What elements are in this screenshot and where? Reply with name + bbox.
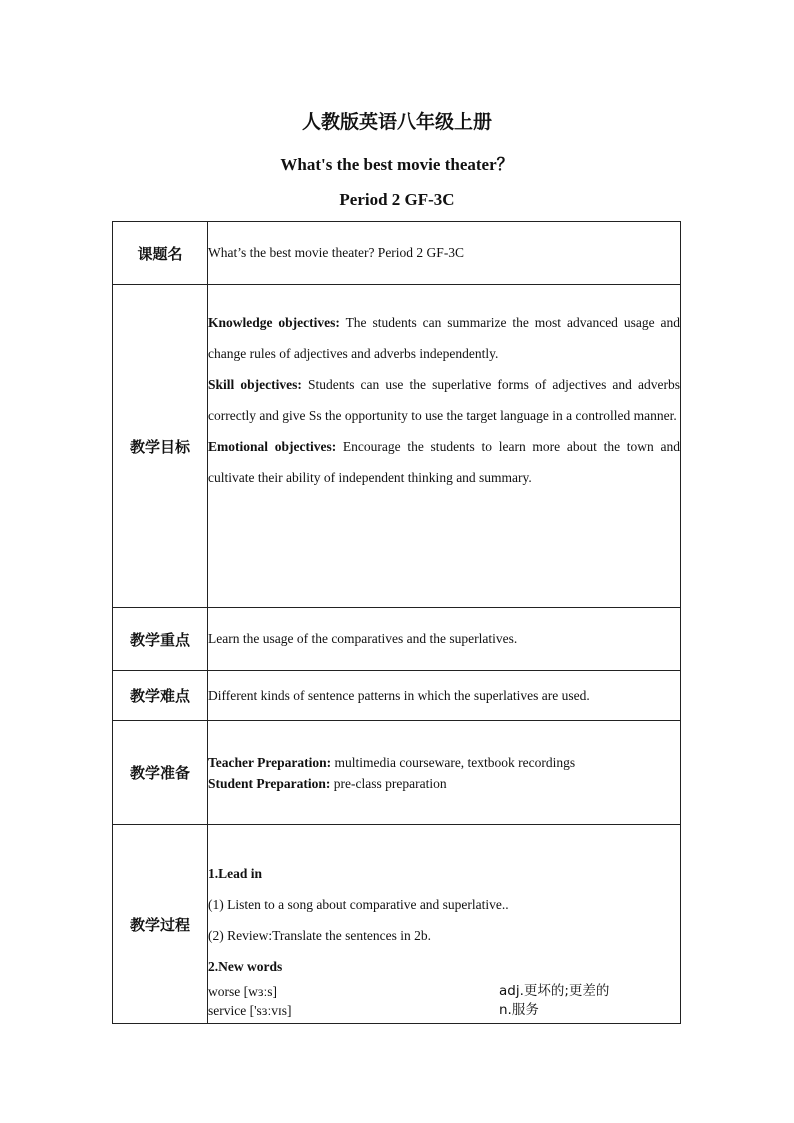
- objectives-cell: [208, 285, 681, 608]
- topic-label: 课题名: [113, 222, 208, 285]
- knowledge-objectives-title: Knowledge objectives:: [208, 315, 340, 330]
- lead-in-step-1: (1) Listen to a song about comparative and superlative..: [208, 897, 509, 912]
- lead-in-title: 1.Lead in: [208, 866, 263, 881]
- knowledge-objectives: [208, 307, 680, 369]
- preparation-row: [113, 721, 681, 825]
- lead-in-step-2: (2) Review:Translate the sentences in 2b.: [208, 928, 431, 943]
- key-points-label: 教学重点: [113, 608, 208, 671]
- preparation-label: 教学准备: [113, 721, 208, 825]
- skill-objectives-text: Students can use the superlative forms of adjectives and adverbs correctly and give Ss the opportunity to use the target language in a controlled manner.: [208, 377, 680, 423]
- word-row: [208, 1001, 680, 1020]
- skill-objectives: [208, 369, 680, 431]
- teacher-preparation-text: multimedia courseware, textbook recordings: [334, 754, 576, 770]
- word-meaning: n.服务: [499, 1002, 539, 1018]
- preparation-cell: [208, 721, 681, 825]
- topic-row: [113, 222, 681, 285]
- teacher-preparation-title: Teacher Preparation:: [208, 754, 332, 770]
- key-points-text: Learn the usage of the comparatives and the superlatives.: [208, 608, 681, 671]
- emotional-objectives-text: Encourage the students to learn more about the town and cultivate their ability of independent thinking and summary.: [208, 439, 680, 485]
- lesson-plan-table: [112, 221, 681, 1024]
- skill-objectives-title: Skill objectives:: [208, 377, 302, 392]
- new-words-title: 2.New words: [208, 959, 283, 974]
- document-title: 人教版英语八年级上册: [301, 111, 492, 133]
- difficulties-text: Different kinds of sentence patterns in which the superlatives are used.: [208, 671, 681, 721]
- emotional-objectives-title: Emotional objectives:: [208, 439, 337, 454]
- student-preparation-text: pre-class preparation: [333, 775, 447, 791]
- word-row: [208, 982, 680, 1001]
- process-row: [113, 825, 681, 1024]
- lesson-subtitle: What's the best movie theater？: [280, 155, 514, 174]
- emotional-objectives: [208, 431, 680, 493]
- teacher-preparation: [208, 752, 680, 773]
- difficulties-label: 教学难点: [113, 671, 208, 721]
- objectives-label: 教学目标: [113, 285, 208, 608]
- student-preparation-title: Student Preparation:: [208, 775, 331, 791]
- process-label: 教学过程: [113, 825, 208, 1024]
- word-meaning: adj.更坏的;更差的: [499, 983, 610, 999]
- knowledge-objectives-text: The students can summarize the most advanced usage and change rules of adjectives and adverbs independently.: [208, 315, 680, 361]
- word-entry: service ['sɜːvɪs]: [208, 1003, 292, 1018]
- word-entry: worse [wɜːs]: [208, 984, 278, 999]
- difficulties-row: [113, 671, 681, 721]
- objectives-row: [113, 285, 681, 608]
- key-points-row: [113, 608, 681, 671]
- process-cell: [208, 825, 681, 1024]
- topic-text: What’s the best movie theater? Period 2 GF-3C: [208, 222, 681, 285]
- student-preparation: [208, 773, 680, 794]
- lesson-period: Period 2 GF-3C: [339, 190, 455, 209]
